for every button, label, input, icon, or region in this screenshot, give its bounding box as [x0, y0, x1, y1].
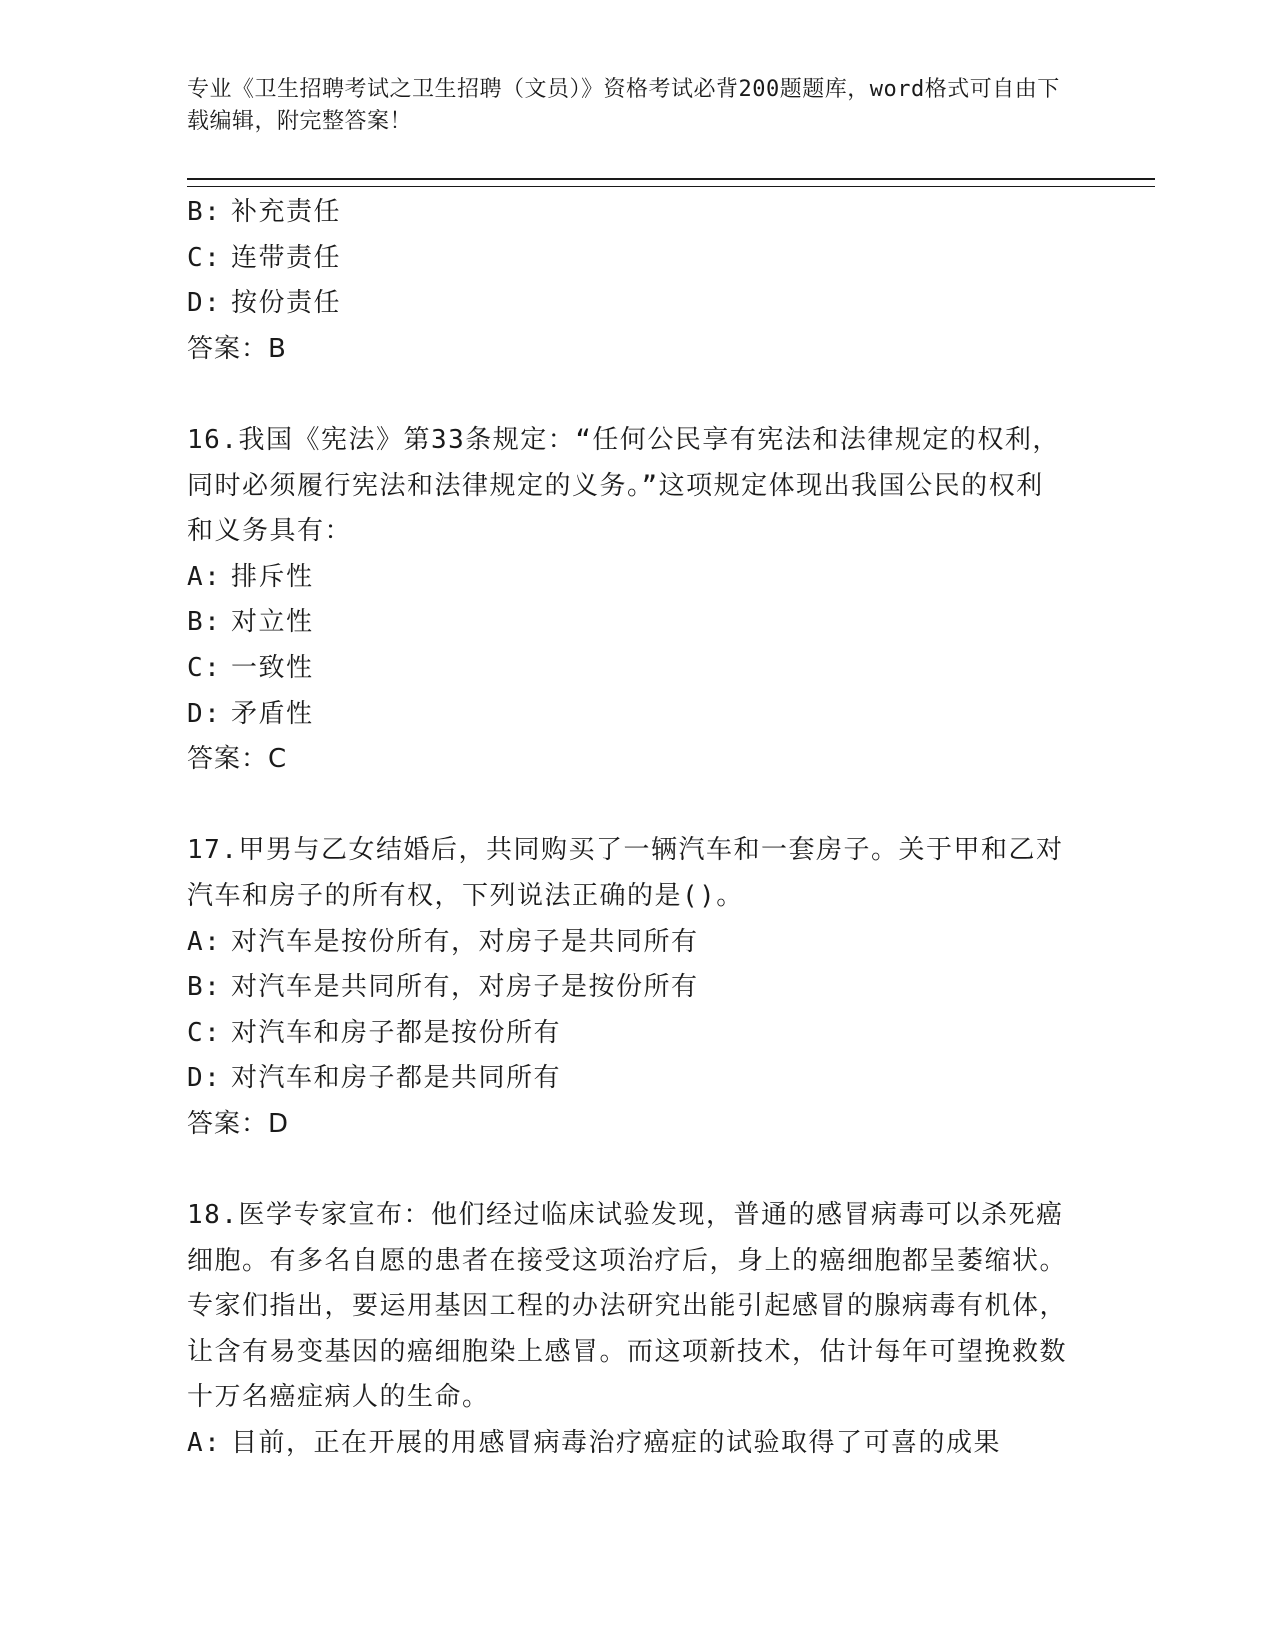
option-label: D: — [187, 698, 222, 729]
option-text: 对汽车是共同所有，对房子是按份所有 — [231, 972, 699, 1003]
answer-line: 答案：C — [187, 744, 288, 775]
option-text: 连带责任 — [231, 242, 342, 273]
header-title: 专业《卫生招聘考试之卫生招聘（文员）》资格考试必背200题题库，word格式可自由下载编辑，附完整答案！ — [187, 77, 1060, 134]
option-d — [187, 692, 1087, 738]
document-body — [187, 190, 1087, 1467]
option-a — [187, 920, 1087, 966]
answer-line: 答案：B — [187, 333, 287, 364]
option-c — [187, 236, 1087, 282]
question-15-continued — [187, 190, 1087, 372]
option-a — [187, 555, 1087, 601]
option-label: A: — [187, 561, 222, 592]
question-text: 18.医学专家宣布：他们经过临床试验发现，普通的感冒病毒可以杀死癌细胞。有多名自愿的患者在接受这项治疗后，身上的癌细胞都呈萎缩状。专家们指出，要运用基因工程的办法研究出能引起感冒的腺病毒有机体，让含有易变基因的癌细胞染上感冒。而这项新技术，估计每年可望挽救数十万名癌症病人的生命。 — [187, 1200, 1068, 1413]
option-text: 矛盾性 — [231, 698, 314, 729]
option-label: B: — [187, 197, 222, 227]
option-label: C: — [187, 1017, 222, 1048]
page-header — [187, 74, 1067, 138]
option-text: 对立性 — [231, 607, 314, 638]
option-label: B: — [187, 972, 222, 1003]
option-label: A: — [187, 1428, 222, 1459]
option-c — [187, 646, 1087, 692]
question-text: 16.我国《宪法》第33条规定：“任何公民享有宪法和法律规定的权利，同时必须履行宪法和法律规定的义务。”这项规定体现出我国公民的权利和义务具有： — [187, 424, 1060, 547]
option-text: 排斥性 — [231, 561, 314, 592]
option-a — [187, 1421, 1087, 1467]
option-text: 补充责任 — [231, 197, 342, 227]
option-text: 目前，正在开展的用感冒病毒治疗癌症的试验取得了可喜的成果 — [231, 1428, 1002, 1459]
question-17 — [187, 828, 1087, 1147]
option-text: 按份责任 — [231, 288, 342, 319]
question-18 — [187, 1193, 1087, 1467]
option-d — [187, 1056, 1087, 1102]
option-label: B: — [187, 607, 222, 638]
option-label: D: — [187, 288, 222, 319]
option-text: 一致性 — [231, 652, 314, 683]
answer-line: 答案：D — [187, 1108, 290, 1139]
option-d — [187, 281, 1087, 327]
question-16 — [187, 418, 1087, 783]
option-text: 对汽车和房子都是共同所有 — [231, 1063, 562, 1094]
option-label: D: — [187, 1063, 222, 1094]
option-label: C: — [187, 652, 222, 683]
option-label: A: — [187, 926, 222, 957]
header-divider — [187, 178, 1155, 187]
option-b — [187, 600, 1087, 646]
option-text: 对汽车是按份所有，对房子是共同所有 — [231, 926, 699, 957]
option-b — [187, 190, 1087, 236]
option-text: 对汽车和房子都是按份所有 — [231, 1017, 562, 1048]
option-c — [187, 1011, 1087, 1057]
option-label: C: — [187, 242, 222, 273]
option-b — [187, 965, 1087, 1011]
question-text: 17.甲男与乙女结婚后，共同购买了一辆汽车和一套房子。关于甲和乙对汽车和房子的所有权，下列说法正确的是()。 — [187, 835, 1064, 911]
